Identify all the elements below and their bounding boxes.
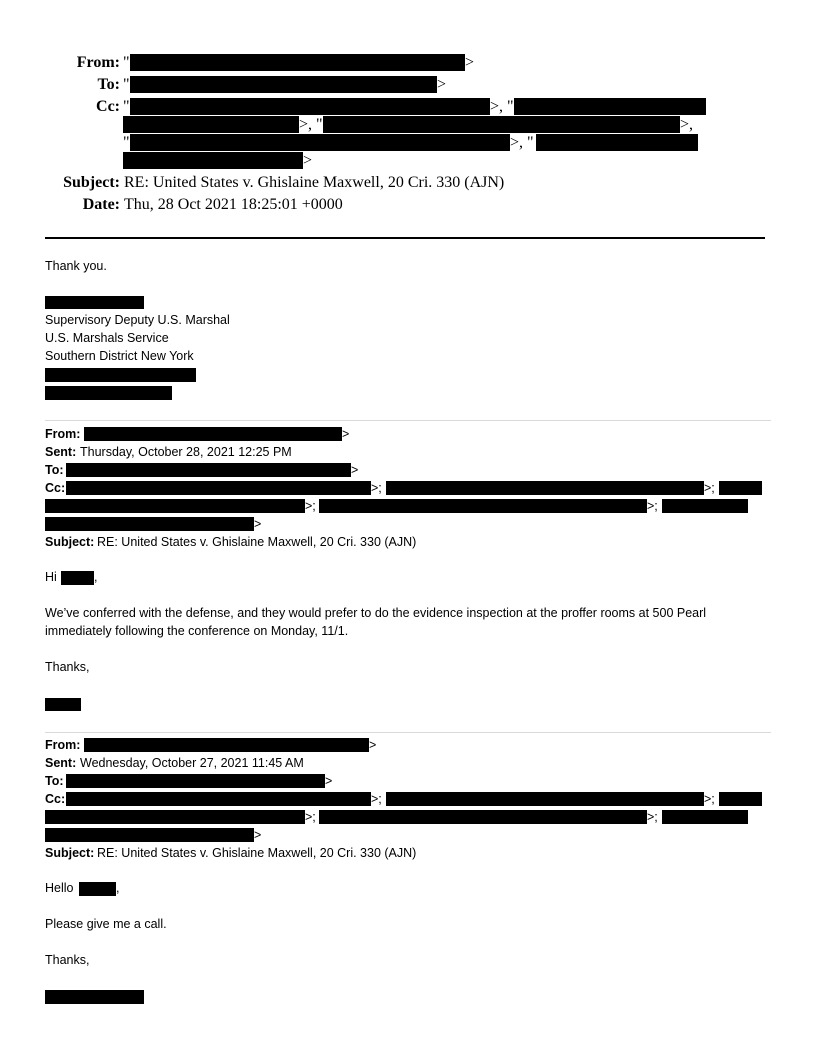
redaction-block — [61, 571, 94, 585]
cc-label: Cc: — [45, 792, 66, 806]
from-label: From: — [45, 427, 81, 441]
header-cc-gt: > — [303, 152, 313, 169]
redaction-block — [45, 990, 144, 1004]
header-date-label: Date: — [82, 196, 120, 213]
redaction-block — [319, 810, 647, 824]
message-body: Please give me a call. — [45, 917, 167, 931]
signature-org: U.S. Marshals Service — [45, 331, 169, 345]
redaction-block — [123, 152, 303, 169]
subject-label: Subject: — [45, 846, 95, 860]
redaction-block — [66, 774, 325, 788]
cc-label: Cc: — [45, 481, 66, 495]
redaction-block — [130, 76, 437, 93]
redaction-block — [662, 499, 748, 513]
redaction-block — [84, 427, 342, 441]
header-date: Thu, 28 Oct 2021 18:25:01 +0000 — [124, 196, 343, 213]
header-cc-sep: >, " — [510, 134, 534, 151]
closing: Thanks, — [45, 660, 90, 674]
redaction-block — [45, 810, 305, 824]
greeting-comma: , — [94, 570, 98, 584]
subject-value: RE: United States v. Ghislaine Maxwell, 20 Cri. 330 (AJN) — [97, 846, 417, 860]
header-cc-sep: >, " — [299, 116, 323, 133]
redaction-block — [66, 792, 371, 806]
redaction-block — [319, 499, 647, 513]
header-from-quote: " — [123, 54, 130, 71]
sent-label: Sent: — [45, 756, 77, 770]
redaction-block — [45, 386, 172, 400]
closing: Thanks, — [45, 953, 90, 967]
redaction-block — [536, 134, 698, 151]
signature-district: Southern District New York — [45, 349, 194, 363]
header-from-gt: > — [465, 54, 475, 71]
redaction-block — [45, 368, 196, 382]
message-body: Thank you. — [45, 259, 107, 273]
to-gt: > — [325, 774, 333, 788]
greeting: Hi — [45, 570, 57, 584]
cc-sep: >; — [371, 792, 382, 806]
redaction-block — [79, 882, 116, 896]
cc-sep: >; — [371, 481, 382, 495]
header-from-label: From: — [76, 54, 120, 71]
header-to-quote: " — [123, 76, 130, 93]
redaction-block — [45, 499, 305, 513]
cc-sep: >; — [647, 810, 658, 824]
redaction-block — [130, 98, 490, 115]
redaction-block — [662, 810, 748, 824]
message-divider — [45, 420, 771, 421]
to-gt: > — [351, 463, 359, 477]
redaction-block — [386, 481, 704, 495]
message-body-line: We’ve conferred with the defense, and they would prefer to do the evidence inspection at the proffer rooms at 500 Pearl — [45, 606, 707, 620]
redaction-block — [123, 116, 299, 133]
redaction-block — [130, 134, 510, 151]
to-label: To: — [45, 774, 64, 788]
cc-sep: >; — [704, 792, 715, 806]
redaction-block — [386, 792, 704, 806]
cc-gt: > — [254, 517, 262, 531]
redaction-block — [514, 98, 706, 115]
redaction-block — [45, 517, 254, 531]
redaction-block — [719, 481, 762, 495]
header-cc-sep: >, " — [490, 98, 514, 115]
redaction-block — [66, 481, 371, 495]
sent-value: Thursday, October 28, 2021 12:25 PM — [80, 445, 292, 459]
cc-sep: >; — [305, 499, 316, 513]
redaction-block — [45, 828, 254, 842]
cc-sep: >; — [305, 810, 316, 824]
cc-gt: > — [254, 828, 262, 842]
header-cc-sep: >, — [680, 116, 694, 133]
redaction-block — [323, 116, 680, 133]
redaction-block — [84, 738, 369, 752]
subject-label: Subject: — [45, 535, 95, 549]
signature-title: Supervisory Deputy U.S. Marshal — [45, 313, 230, 327]
subject-value: RE: United States v. Ghislaine Maxwell, 20 Cri. 330 (AJN) — [97, 535, 417, 549]
from-gt: > — [342, 427, 350, 441]
greeting: Hello — [45, 881, 74, 895]
cc-sep: >; — [647, 499, 658, 513]
header-divider — [45, 237, 765, 239]
redaction-block — [45, 698, 81, 711]
redaction-block — [66, 463, 351, 477]
sent-label: Sent: — [45, 445, 77, 459]
to-label: To: — [45, 463, 64, 477]
header-cc-quote: " — [123, 134, 130, 151]
redaction-block — [130, 54, 465, 71]
redaction-block — [45, 296, 144, 309]
message-divider — [45, 732, 771, 733]
redaction-block — [719, 792, 762, 806]
header-subject-label: Subject: — [63, 174, 120, 191]
message-body-line: immediately following the conference on Monday, 11/1. — [45, 624, 349, 638]
from-label: From: — [45, 738, 81, 752]
header-subject: RE: United States v. Ghislaine Maxwell, 20 Cri. 330 (AJN) — [124, 174, 505, 191]
greeting-comma: , — [116, 881, 120, 895]
cc-sep: >; — [704, 481, 715, 495]
header-cc-label: Cc: — [96, 98, 120, 115]
from-gt: > — [369, 738, 377, 752]
header-to-gt: > — [437, 76, 447, 93]
header-cc-quote: " — [123, 98, 130, 115]
header-to-label: To: — [97, 76, 120, 93]
sent-value: Wednesday, October 27, 2021 11:45 AM — [80, 756, 304, 770]
